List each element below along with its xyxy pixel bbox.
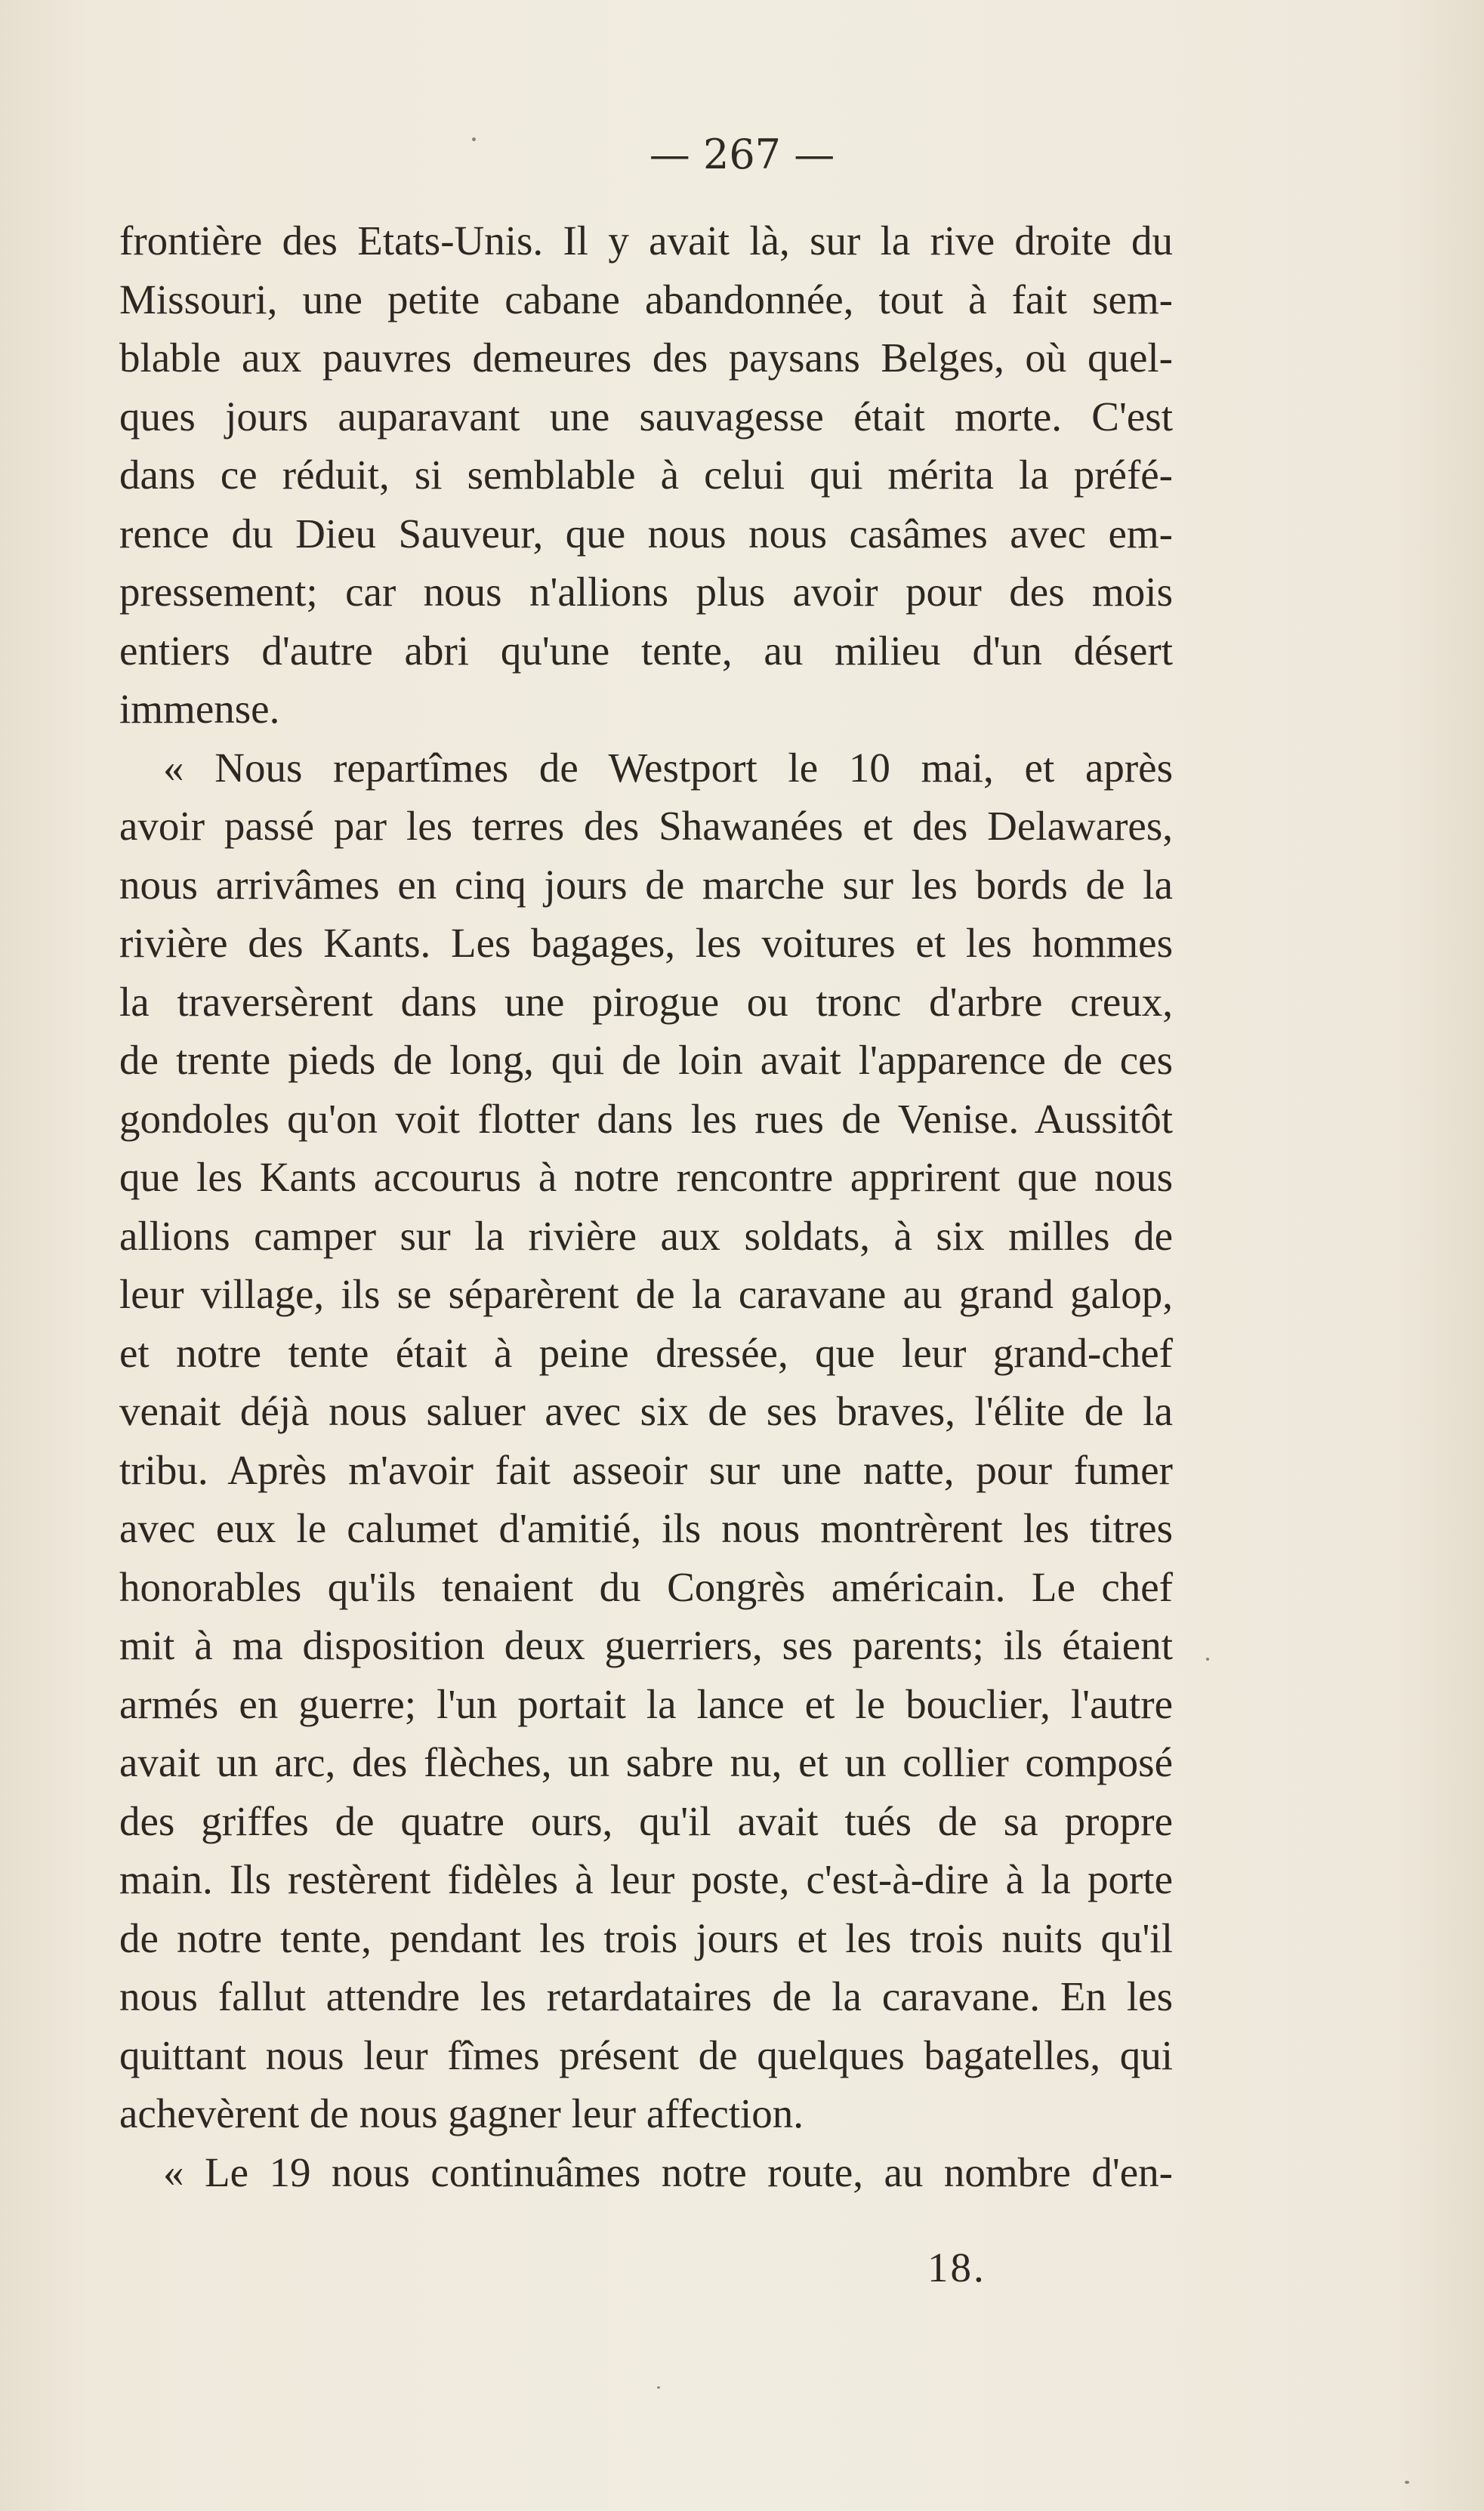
text-line: que les Kants accourus à notre rencontre apprirent que nous xyxy=(119,1154,1173,1200)
text-line: nous arrivâmes en cinq jours de marche sur les bords de la xyxy=(119,861,1173,908)
text-line: des griffes de quatre ours, qu'il avait tués de sa propre xyxy=(119,1797,1173,1844)
paper-speck xyxy=(657,2386,660,2389)
text-line: quittant nous leur fîmes présent de quelques bagatelles, qui xyxy=(119,2031,1173,2078)
text-line: la traversèrent dans une pirogue ou tronc d'arbre creux, xyxy=(119,978,1173,1025)
text-line: tribu. Après m'avoir fait asseoir sur une natte, pour fumer xyxy=(119,1446,1173,1493)
text-line: « Nous repartîmes de Westport le 10 mai, et après xyxy=(163,744,1173,791)
text-line: Missouri, une petite cabane abandonnée, tout à fait sem- xyxy=(119,276,1173,322)
text-line: main. Ils restèrent fidèles à leur poste, c'est-à-dire à la porte xyxy=(119,1856,1173,1902)
text-line: leur village, ils se séparèrent de la caravane au grand galop, xyxy=(119,1271,1173,1317)
text-line: entiers d'autre abri qu'une tente, au milieu d'un désert xyxy=(119,627,1173,674)
text-line: de notre tente, pendant les trois jours et les trois nuits qu'il xyxy=(119,1914,1173,1961)
text-line: gondoles qu'on voit flotter dans les rues de Venise. Aussitôt xyxy=(119,1095,1173,1142)
paper-speck xyxy=(1405,2481,1409,2484)
text-line: avait un arc, des flèches, un sabre nu, et un collier composé xyxy=(119,1739,1173,1785)
body-text xyxy=(119,211,1173,2201)
text-line: honorables qu'ils tenaient du Congrès américain. Le chef xyxy=(119,1563,1173,1610)
paper-speck xyxy=(472,137,476,141)
signature-mark: 18. xyxy=(927,2244,986,2290)
text-line: dans ce réduit, si semblable à celui qui mérita la préfé- xyxy=(119,452,1173,498)
text-line: rence du Dieu Sauveur, que nous nous casâmes avec em- xyxy=(119,510,1173,557)
paper-speck xyxy=(1206,1658,1209,1661)
text-line: blable aux pauvres demeures des paysans Belges, où quel- xyxy=(119,335,1173,381)
text-line: achevèrent de nous gagner leur affection. xyxy=(119,2090,804,2136)
text-line: frontière des Etats-Unis. Il y avait là, sur la rive droite du xyxy=(119,217,1173,264)
text-line: pressement; car nous n'allions plus avoir pour des mois xyxy=(119,569,1173,615)
text-line: « Le 19 nous continuâmes notre route, au nombre d'en- xyxy=(163,2149,1173,2195)
text-line: de trente pieds de long, qui de loin avait l'apparence de ces xyxy=(119,1037,1173,1083)
page-number: — 267 — xyxy=(649,131,835,178)
text-line: et notre tente était à peine dressée, que leur grand-chef xyxy=(119,1329,1173,1376)
text-line: allions camper sur la rivière aux soldats, à six milles de xyxy=(119,1212,1173,1259)
text-line: avec eux le calumet d'amitié, ils nous montrèrent les titres xyxy=(119,1505,1173,1551)
text-line: mit à ma disposition deux guerriers, ses parents; ils étaient xyxy=(119,1622,1173,1668)
text-line: armés en guerre; l'un portait la lance et le bouclier, l'autre xyxy=(119,1680,1173,1727)
text-line: rivière des Kants. Les bagages, les voitures et les hommes xyxy=(119,920,1173,966)
text-line: immense. xyxy=(119,686,280,732)
text-line: nous fallut attendre les retardataires de la caravane. En les xyxy=(119,1973,1173,2019)
text-line: ques jours auparavant une sauvagesse était morte. C'est xyxy=(119,393,1173,440)
text-line: avoir passé par les terres des Shawanées et des Delawares, xyxy=(119,803,1173,849)
text-line: venait déjà nous saluer avec six de ses braves, l'élite de la xyxy=(119,1388,1173,1434)
